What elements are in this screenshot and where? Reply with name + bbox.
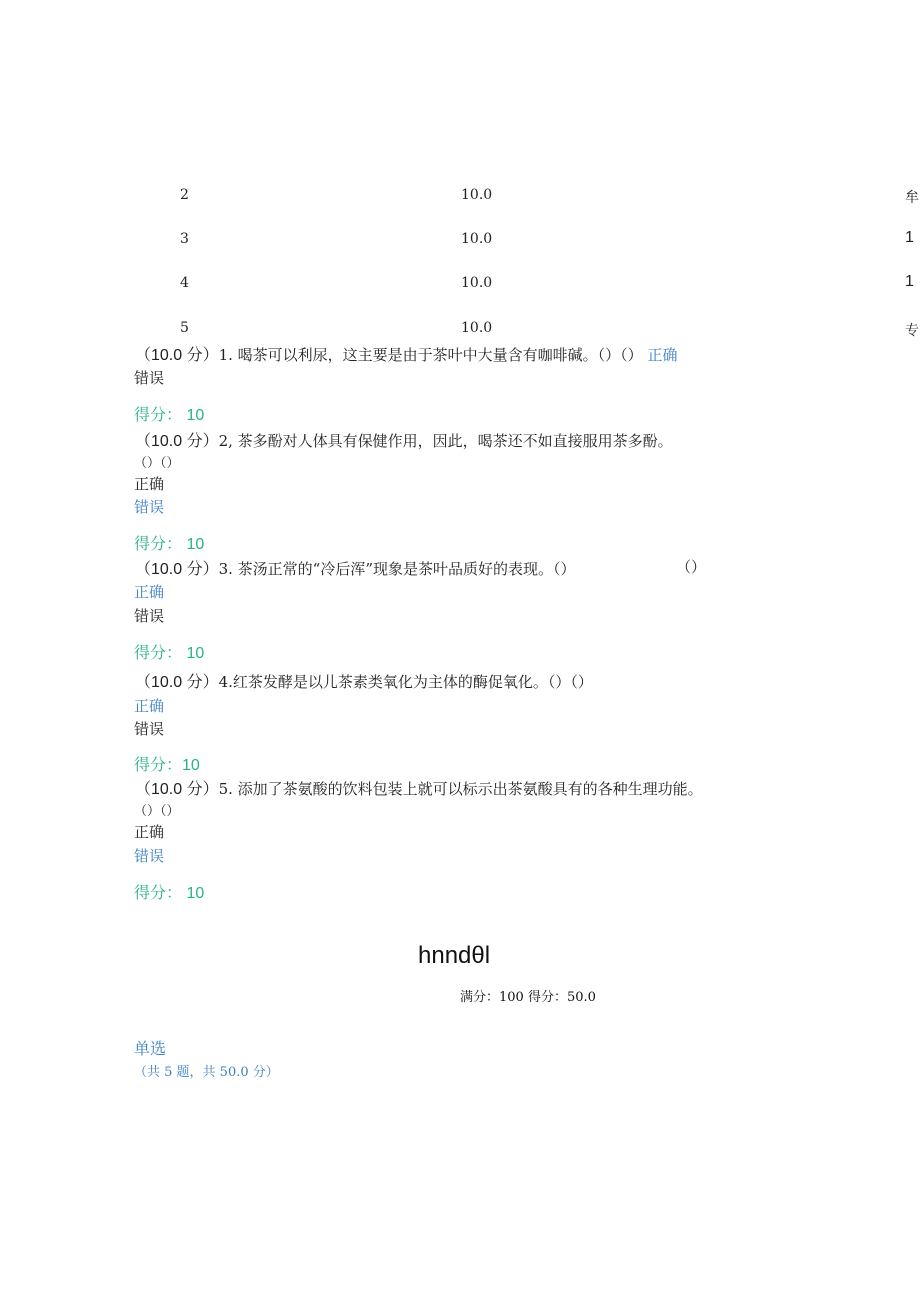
row-edge-text: 1: [905, 273, 914, 290]
answer-parens: （）: [676, 558, 707, 576]
question-points: （10.0 分）: [135, 674, 219, 691]
question-text: 2, 茶多酚对人体具有保健作用，因此，喝茶还不如直接服用茶多酚。: [218, 432, 673, 450]
row-edge-text: 1: [905, 229, 914, 246]
question-4: [135, 669, 593, 692]
question-1: [135, 342, 677, 365]
row-score: 10.0: [461, 187, 493, 203]
question-2: [135, 428, 673, 451]
question-text: 5. 添加了茶氨酸的饮料包装上就可以标示出茶氨酸具有的各种生理功能。: [218, 780, 703, 798]
section-note: （共 5 题，共 50.0 分）: [134, 1065, 279, 1080]
row-edge-text: 专: [905, 323, 919, 339]
question-points: （10.0 分）: [135, 347, 219, 364]
option-wrong[interactable]: 错误: [134, 498, 165, 516]
section-title: 单选: [134, 1039, 167, 1058]
option-correct[interactable]: 正确: [647, 346, 678, 364]
option-correct[interactable]: 正确: [134, 823, 165, 841]
row-score: 10.0: [461, 231, 493, 247]
score-summary: 满分：100 得分：50.0: [460, 990, 596, 1005]
answer-parens: （）（）: [134, 804, 180, 819]
row-score: 10.0: [461, 275, 493, 291]
score-label: 得分： 10: [134, 645, 205, 662]
question-points: （10.0 分）: [135, 433, 219, 450]
option-wrong[interactable]: 错误: [134, 369, 165, 387]
row-number: 2: [180, 187, 189, 203]
option-correct[interactable]: 正确: [134, 475, 165, 493]
option-wrong[interactable]: 错误: [134, 720, 165, 738]
question-text: 3. 茶汤正常的“冷后浑”现象是茶叶品质好的表现。（）: [218, 560, 576, 578]
question-3: [135, 556, 576, 579]
row-score: 10.0: [461, 320, 493, 336]
question-points: （10.0 分）: [135, 561, 219, 578]
row-number: 4: [180, 275, 189, 291]
question-5: [135, 776, 703, 799]
question-text: 4.红茶发酵是以儿茶素类氧化为主体的酶促氧化。（）（）: [218, 673, 593, 691]
row-number: 3: [180, 231, 189, 247]
answer-parens: （）（）: [134, 456, 180, 471]
option-correct[interactable]: 正确: [134, 583, 165, 601]
option-wrong[interactable]: 错误: [134, 847, 165, 865]
row-number: 5: [180, 320, 189, 336]
page-title: hnndθl: [418, 942, 491, 969]
question-text: 1. 喝茶可以利尿，这主要是由于茶叶中大量含有咖啡碱。（）（）: [218, 346, 643, 364]
option-correct[interactable]: 正确: [134, 697, 165, 715]
option-wrong[interactable]: 错误: [134, 607, 165, 625]
question-points: （10.0 分）: [135, 781, 219, 798]
score-label: 得分： 10: [134, 536, 205, 553]
row-edge-text: 牟: [905, 190, 919, 206]
score-label: 得分： 10: [134, 885, 205, 902]
score-label: 得分： 10: [134, 407, 205, 424]
score-label: 得分：10: [134, 757, 200, 774]
